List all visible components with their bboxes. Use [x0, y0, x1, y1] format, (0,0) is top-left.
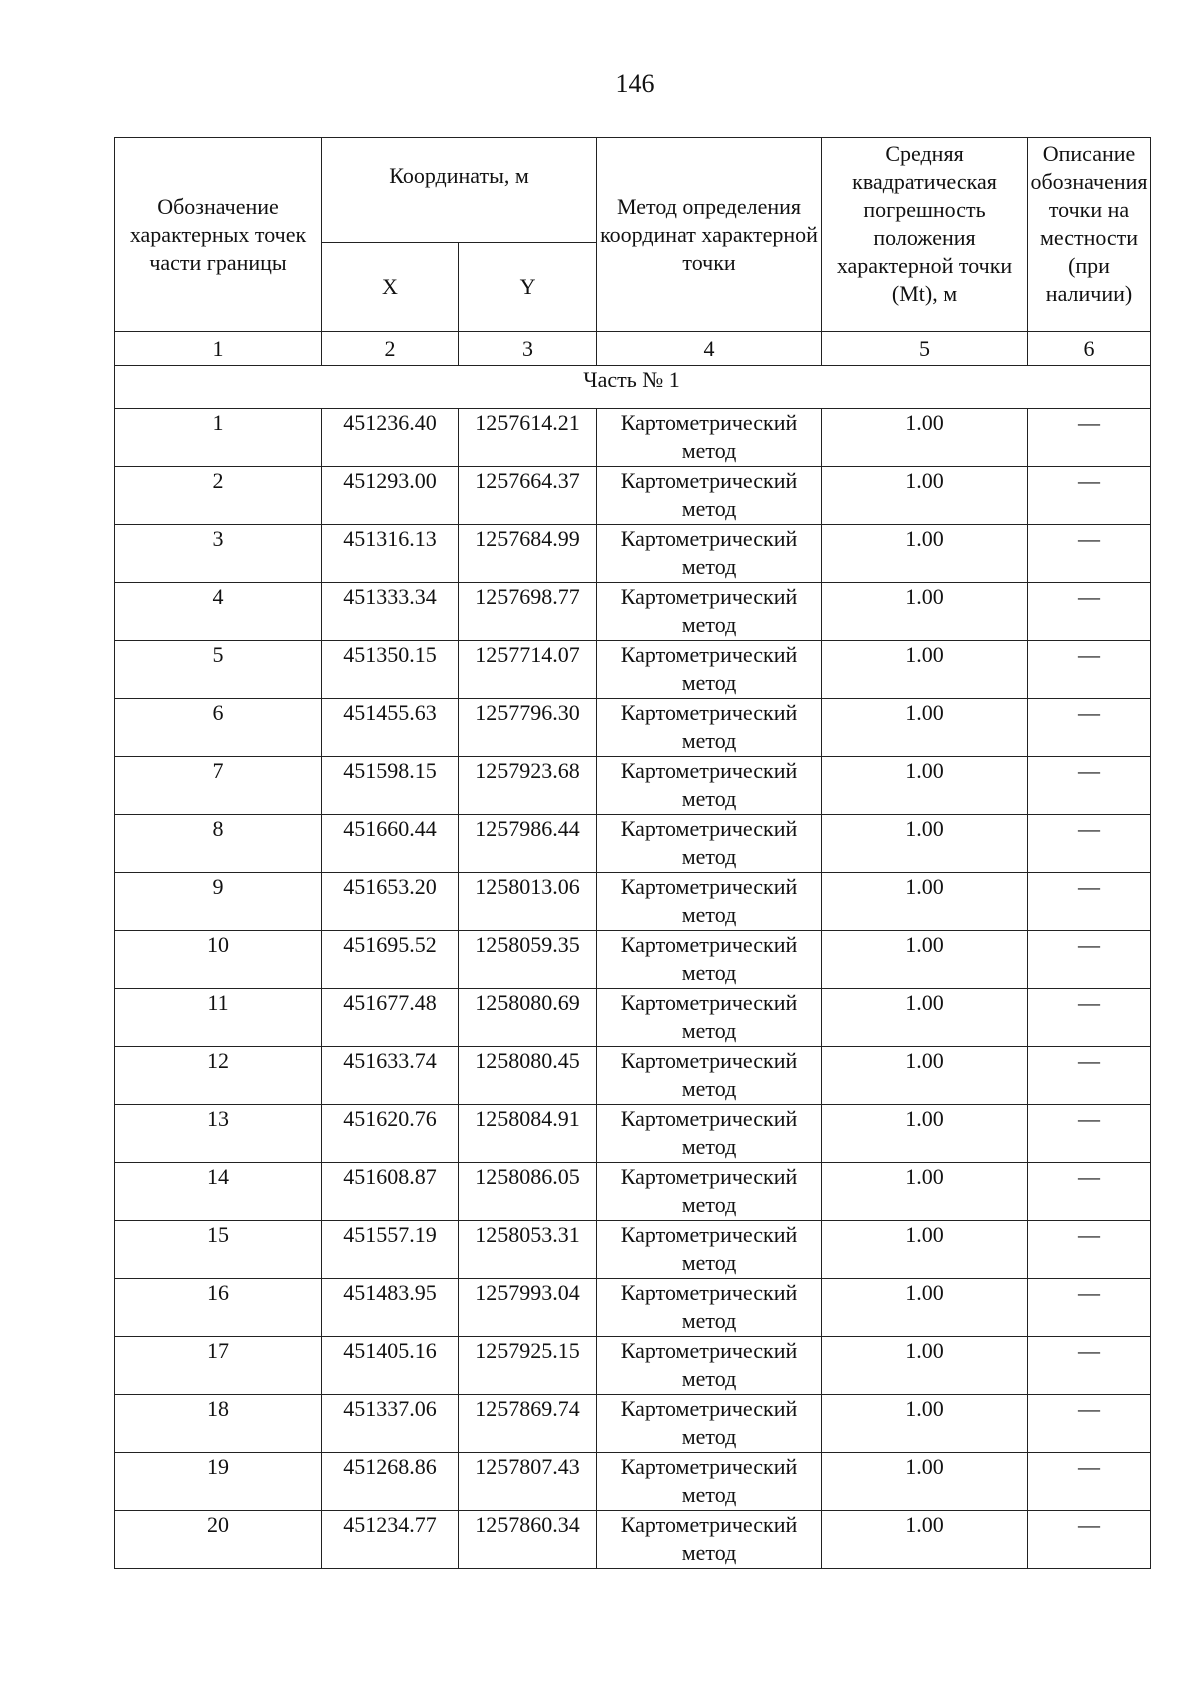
- x-coordinate-cell: 451620.76: [322, 1105, 459, 1163]
- method-text: Картометрический: [620, 468, 798, 493]
- mean-error-cell: 1.00: [822, 931, 1028, 989]
- method-text: Картометрический: [620, 1338, 798, 1363]
- method-text-suffix: метод: [681, 1134, 737, 1159]
- page-number: 146: [615, 69, 655, 98]
- point-number-cell: 6: [115, 699, 322, 757]
- method-text: Картометрический: [620, 1164, 798, 1189]
- description-cell: —: [1028, 467, 1151, 525]
- x-coordinate-cell: 451333.34: [322, 583, 459, 641]
- x-coordinate-cell: 451653.20: [322, 873, 459, 931]
- column-number: 1: [115, 332, 322, 366]
- table-row: [115, 583, 1151, 641]
- method-cell: [597, 989, 822, 1047]
- method-cell: [597, 1511, 822, 1569]
- description-cell: —: [1028, 1163, 1151, 1221]
- point-number-cell: 7: [115, 757, 322, 815]
- table-row: [115, 989, 1151, 1047]
- method-text: Картометрический: [620, 584, 798, 609]
- method-text-suffix: метод: [681, 1482, 737, 1507]
- column-number: 2: [322, 332, 459, 366]
- mean-error-cell: 1.00: [822, 641, 1028, 699]
- mean-error-cell: 1.00: [822, 815, 1028, 873]
- point-number-cell: 13: [115, 1105, 322, 1163]
- x-coordinate-cell: 451695.52: [322, 931, 459, 989]
- method-text-suffix: метод: [681, 1250, 737, 1275]
- point-number-cell: 2: [115, 467, 322, 525]
- method-text: Картометрический: [620, 1106, 798, 1131]
- table-row: [115, 1395, 1151, 1453]
- table-row: [115, 757, 1151, 815]
- y-coordinate-cell: 1258086.05: [459, 1163, 597, 1221]
- description-cell: —: [1028, 409, 1151, 467]
- header-y: Y: [459, 243, 597, 332]
- method-text: Картометрический: [620, 1512, 798, 1537]
- method-cell: [597, 1163, 822, 1221]
- method-cell: [597, 583, 822, 641]
- description-cell: —: [1028, 931, 1151, 989]
- y-coordinate-cell: 1257807.43: [459, 1453, 597, 1511]
- table-row: [115, 1337, 1151, 1395]
- description-cell: —: [1028, 1221, 1151, 1279]
- method-text: Картометрический: [620, 1048, 798, 1073]
- x-coordinate-cell: 451608.87: [322, 1163, 459, 1221]
- method-text-suffix: метод: [681, 1308, 737, 1333]
- table-row: [115, 1163, 1151, 1221]
- method-text: Картометрический: [620, 990, 798, 1015]
- description-cell: —: [1028, 757, 1151, 815]
- column-number: 6: [1028, 332, 1151, 366]
- mean-error-cell: 1.00: [822, 409, 1028, 467]
- method-text-suffix: метод: [681, 902, 737, 927]
- mean-error-cell: 1.00: [822, 525, 1028, 583]
- header-coordinates: Координаты, м: [322, 138, 597, 243]
- column-number: 4: [597, 332, 822, 366]
- y-coordinate-cell: 1257796.30: [459, 699, 597, 757]
- table-row: [115, 699, 1151, 757]
- point-number-cell: 11: [115, 989, 322, 1047]
- x-coordinate-cell: 451633.74: [322, 1047, 459, 1105]
- table-row: [115, 1279, 1151, 1337]
- method-cell: [597, 525, 822, 583]
- mean-error-cell: 1.00: [822, 1511, 1028, 1569]
- method-text-suffix: метод: [681, 670, 737, 695]
- mean-error-cell: 1.00: [822, 757, 1028, 815]
- method-cell: [597, 641, 822, 699]
- method-text: Картометрический: [620, 1396, 798, 1421]
- x-coordinate-cell: 451405.16: [322, 1337, 459, 1395]
- part-row: [115, 366, 1151, 409]
- column-number: 5: [822, 332, 1028, 366]
- header-x: X: [322, 243, 459, 332]
- coordinates-table: [114, 137, 1151, 1569]
- method-text: Картометрический: [620, 758, 798, 783]
- point-number-cell: 20: [115, 1511, 322, 1569]
- y-coordinate-cell: 1257869.74: [459, 1395, 597, 1453]
- description-cell: —: [1028, 1453, 1151, 1511]
- method-cell: [597, 1395, 822, 1453]
- method-text-suffix: метод: [681, 1076, 737, 1101]
- method-cell: [597, 1279, 822, 1337]
- y-coordinate-cell: 1257993.04: [459, 1279, 597, 1337]
- mean-error-cell: 1.00: [822, 1395, 1028, 1453]
- point-number-cell: 4: [115, 583, 322, 641]
- column-number: 3: [459, 332, 597, 366]
- point-number-cell: 3: [115, 525, 322, 583]
- y-coordinate-cell: 1257614.21: [459, 409, 597, 467]
- x-coordinate-cell: 451598.15: [322, 757, 459, 815]
- table-row: [115, 1453, 1151, 1511]
- table-row: [115, 467, 1151, 525]
- y-coordinate-cell: 1257923.68: [459, 757, 597, 815]
- mean-error-cell: 1.00: [822, 1105, 1028, 1163]
- y-coordinate-cell: 1258013.06: [459, 873, 597, 931]
- mean-error-cell: 1.00: [822, 1453, 1028, 1511]
- method-cell: [597, 1105, 822, 1163]
- method-text: Картометрический: [620, 526, 798, 551]
- y-coordinate-cell: 1257860.34: [459, 1511, 597, 1569]
- description-cell: —: [1028, 1511, 1151, 1569]
- x-coordinate-cell: 451316.13: [322, 525, 459, 583]
- y-coordinate-cell: 1258080.45: [459, 1047, 597, 1105]
- method-cell: [597, 1453, 822, 1511]
- method-cell: [597, 467, 822, 525]
- header-description: Описание обозначения точки на местности (при наличии): [1028, 138, 1151, 332]
- point-number-cell: 16: [115, 1279, 322, 1337]
- point-number-cell: 19: [115, 1453, 322, 1511]
- table-row: [115, 815, 1151, 873]
- point-number-cell: 10: [115, 931, 322, 989]
- method-text: Картометрический: [620, 1280, 798, 1305]
- description-cell: —: [1028, 583, 1151, 641]
- method-text: Картометрический: [620, 1454, 798, 1479]
- y-coordinate-cell: 1257714.07: [459, 641, 597, 699]
- y-coordinate-cell: 1257684.99: [459, 525, 597, 583]
- y-coordinate-cell: 1258080.69: [459, 989, 597, 1047]
- method-text-suffix: метод: [681, 554, 737, 579]
- column-numbers-row: [115, 332, 1151, 366]
- method-text-suffix: метод: [681, 1018, 737, 1043]
- method-text-suffix: метод: [681, 1366, 737, 1391]
- point-number-cell: 1: [115, 409, 322, 467]
- method-cell: [597, 409, 822, 467]
- method-cell: [597, 757, 822, 815]
- mean-error-cell: 1.00: [822, 699, 1028, 757]
- method-cell: [597, 1337, 822, 1395]
- mean-error-cell: 1.00: [822, 1221, 1028, 1279]
- mean-error-cell: 1.00: [822, 1279, 1028, 1337]
- mean-error-cell: 1.00: [822, 467, 1028, 525]
- description-cell: —: [1028, 989, 1151, 1047]
- part-label: Часть № 1: [583, 367, 680, 392]
- method-text-suffix: метод: [681, 786, 737, 811]
- point-number-cell: 18: [115, 1395, 322, 1453]
- description-cell: —: [1028, 873, 1151, 931]
- method-text-suffix: метод: [681, 496, 737, 521]
- method-text: Картометрический: [620, 700, 798, 725]
- y-coordinate-cell: 1258059.35: [459, 931, 597, 989]
- x-coordinate-cell: 451236.40: [322, 409, 459, 467]
- y-coordinate-cell: 1257664.37: [459, 467, 597, 525]
- method-cell: [597, 931, 822, 989]
- x-coordinate-cell: 451234.77: [322, 1511, 459, 1569]
- y-coordinate-cell: 1257698.77: [459, 583, 597, 641]
- header-mean-error: Средняя квадратическая погрешность положения характерной точки (Mt), м: [822, 138, 1028, 332]
- x-coordinate-cell: 451350.15: [322, 641, 459, 699]
- table-row: [115, 641, 1151, 699]
- method-cell: [597, 873, 822, 931]
- method-text-suffix: метод: [681, 1540, 737, 1565]
- method-text-suffix: метод: [681, 1424, 737, 1449]
- description-cell: —: [1028, 699, 1151, 757]
- table-row: [115, 873, 1151, 931]
- description-cell: —: [1028, 1337, 1151, 1395]
- description-cell: —: [1028, 1047, 1151, 1105]
- point-number-cell: 5: [115, 641, 322, 699]
- description-cell: —: [1028, 1395, 1151, 1453]
- y-coordinate-cell: 1258053.31: [459, 1221, 597, 1279]
- table-row: [115, 1105, 1151, 1163]
- mean-error-cell: 1.00: [822, 1047, 1028, 1105]
- x-coordinate-cell: 451268.86: [322, 1453, 459, 1511]
- method-text-suffix: метод: [681, 1192, 737, 1217]
- method-cell: [597, 1221, 822, 1279]
- point-number-cell: 15: [115, 1221, 322, 1279]
- mean-error-cell: 1.00: [822, 1163, 1028, 1221]
- method-text: Картометрический: [620, 642, 798, 667]
- description-cell: —: [1028, 1105, 1151, 1163]
- method-text: Картометрический: [620, 874, 798, 899]
- point-number-cell: 8: [115, 815, 322, 873]
- table-row: [115, 931, 1151, 989]
- point-number-cell: 12: [115, 1047, 322, 1105]
- method-text-suffix: метод: [681, 844, 737, 869]
- method-text: Картометрический: [620, 932, 798, 957]
- method-cell: [597, 699, 822, 757]
- description-cell: —: [1028, 525, 1151, 583]
- part-label-cell: [115, 366, 1151, 409]
- point-number-cell: 9: [115, 873, 322, 931]
- mean-error-cell: 1.00: [822, 989, 1028, 1047]
- x-coordinate-cell: 451677.48: [322, 989, 459, 1047]
- table-row: [115, 1511, 1151, 1569]
- method-text-suffix: метод: [681, 438, 737, 463]
- header-method: Метод определения координат характерной точки: [597, 138, 822, 332]
- description-cell: —: [1028, 1279, 1151, 1337]
- mean-error-cell: 1.00: [822, 583, 1028, 641]
- y-coordinate-cell: 1258084.91: [459, 1105, 597, 1163]
- x-coordinate-cell: 451660.44: [322, 815, 459, 873]
- point-number-cell: 14: [115, 1163, 322, 1221]
- method-text: Картометрический: [620, 816, 798, 841]
- method-text: Картометрический: [620, 410, 798, 435]
- x-coordinate-cell: 451293.00: [322, 467, 459, 525]
- description-cell: —: [1028, 641, 1151, 699]
- table-row: [115, 1221, 1151, 1279]
- method-text-suffix: метод: [681, 960, 737, 985]
- y-coordinate-cell: 1257986.44: [459, 815, 597, 873]
- y-coordinate-cell: 1257925.15: [459, 1337, 597, 1395]
- x-coordinate-cell: 451557.19: [322, 1221, 459, 1279]
- table-row: [115, 1047, 1151, 1105]
- table-row: [115, 409, 1151, 467]
- method-text-suffix: метод: [681, 612, 737, 637]
- method-text: Картометрический: [620, 1222, 798, 1247]
- header-point-designation: Обозначение характерных точек части границы: [115, 138, 322, 332]
- description-cell: —: [1028, 815, 1151, 873]
- method-cell: [597, 1047, 822, 1105]
- x-coordinate-cell: 451483.95: [322, 1279, 459, 1337]
- method-cell: [597, 815, 822, 873]
- mean-error-cell: 1.00: [822, 873, 1028, 931]
- point-number-cell: 17: [115, 1337, 322, 1395]
- x-coordinate-cell: 451337.06: [322, 1395, 459, 1453]
- table-row: [115, 525, 1151, 583]
- mean-error-cell: 1.00: [822, 1337, 1028, 1395]
- method-text-suffix: метод: [681, 728, 737, 753]
- x-coordinate-cell: 451455.63: [322, 699, 459, 757]
